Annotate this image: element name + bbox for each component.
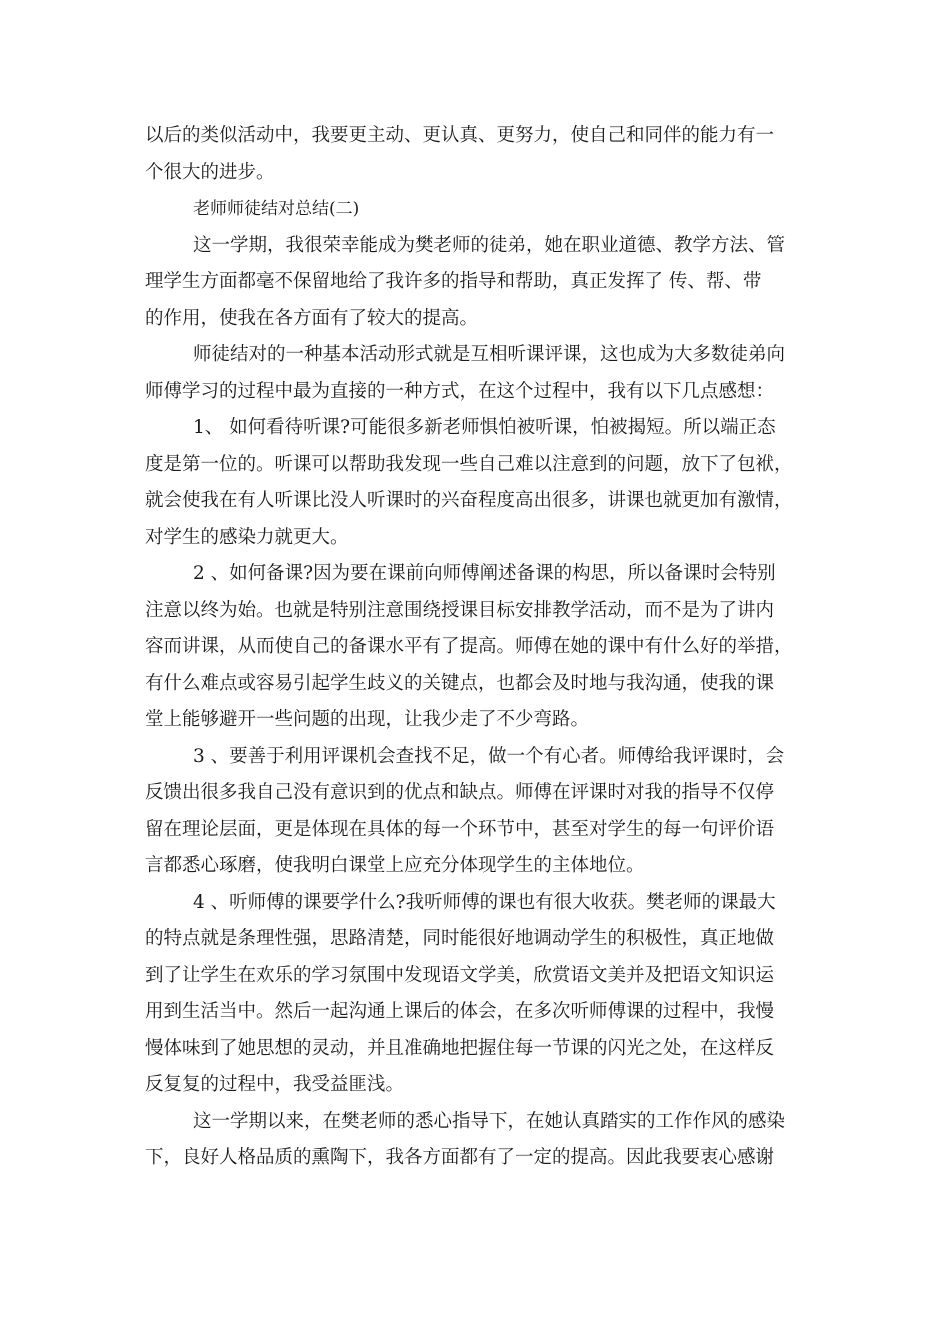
text-line: 就会使我在有人听课比没人听课时的兴奋程度高出很多，讲课也就更加有激情， [145, 490, 793, 511]
text-line: 慢体味到了她思想的灵动，并且准确地把握住每一节课的闪光之处，在这样反 [145, 1037, 775, 1059]
text-line: 用到生活当中。然后一起沟通上课后的体会，在多次听师傅课的过程中，我慢 [145, 1001, 775, 1022]
text-line: 理学生方面都毫不保留地给了我许多的指导和帮助，真正发挥了 传、帮、带 [145, 271, 762, 292]
text-line: 师徒结对的一种基本活动形式就是互相听课评课，这也成为大多数徒弟向 [193, 344, 786, 365]
text-line: 师傅学习的过程中最为直接的一种方式，在这个过程中，我有以下几点感想： [145, 380, 775, 402]
text-line: 有什么难点或容易引起学生歧义的关键点，也都会及时地与我沟通，使我的课 [145, 672, 775, 694]
text-line: 到了让学生在欢乐的学习氛围中发现语文学美，欣赏语文美并及把语文知识运 [145, 964, 775, 986]
text-line: 3 、要善于利用评课机会查找不足，做一个有心者。师傅给我评课时，会 [193, 745, 785, 767]
text-line: 言都悉心琢磨，使我明白课堂上应充分体现学生的主体地位。 [145, 855, 645, 876]
text-line: 1、 如何看待听课?可能很多新老师惧怕被听课，怕被揭短。所以端正态 [193, 417, 776, 438]
text-line: 这一学期，我很荣幸能成为樊老师的徒弟，她在职业道德、教学方法、管 [193, 234, 786, 256]
text-line: 的特点就是条理性强，思路清楚，同时能很好地调动学生的积极性，真正地做 [145, 928, 775, 949]
section-heading: 老师师徒结对总结(二) [193, 199, 360, 219]
text-line: 反馈出很多我自己没有意识到的优点和缺点。师傅在评课时对我的指导不仅停 [145, 782, 775, 803]
text-line: 这一学期以来，在樊老师的悉心指导下，在她认真踏实的工作作风的感染 [193, 1110, 786, 1132]
text-line: 容而讲课，从而使自己的备课水平有了提高。师傅在她的课中有什么好的举措， [145, 636, 793, 657]
text-line: 堂上能够避开一些问题的出现，让我少走了不少弯路。 [145, 709, 590, 730]
text-line: 4 、听师傅的课要学什么?我听师傅的课也有很大收获。樊老师的课最大 [193, 891, 776, 913]
text-line: 对学生的感染力就更大。 [145, 526, 349, 548]
text-line: 的作用，使我在各方面有了较大的提高。 [145, 307, 479, 329]
text-line: 个很大的进步。 [145, 161, 275, 183]
text-line: 注意以终为始。也就是特别注意围绕授课目标安排教学活动，而不是为了讲内 [145, 599, 775, 621]
text-line: 反复复的过程中，我受益匪浅。 [145, 1074, 405, 1095]
text-line: 2 、如何备课?因为要在课前向师傅阐述备课的构思，所以备课时会特别 [193, 563, 776, 584]
text-line: 下，良好人格品质的熏陶下，我各方面都有了一定的提高。因此我要衷心感谢 [145, 1147, 775, 1168]
text-line: 留在理论层面，更是体现在具体的每一个环节中，甚至对学生的每一句评价语 [145, 818, 775, 840]
text-line: 度是第一位的。听课可以帮助我发现一些自己难以注意到的问题，放下了包袱， [145, 453, 793, 475]
document-body [145, 118, 807, 1177]
text-line: 以后的类似活动中，我要更主动、更认真、更努力，使自己和同伴的能力有一 [145, 125, 775, 146]
